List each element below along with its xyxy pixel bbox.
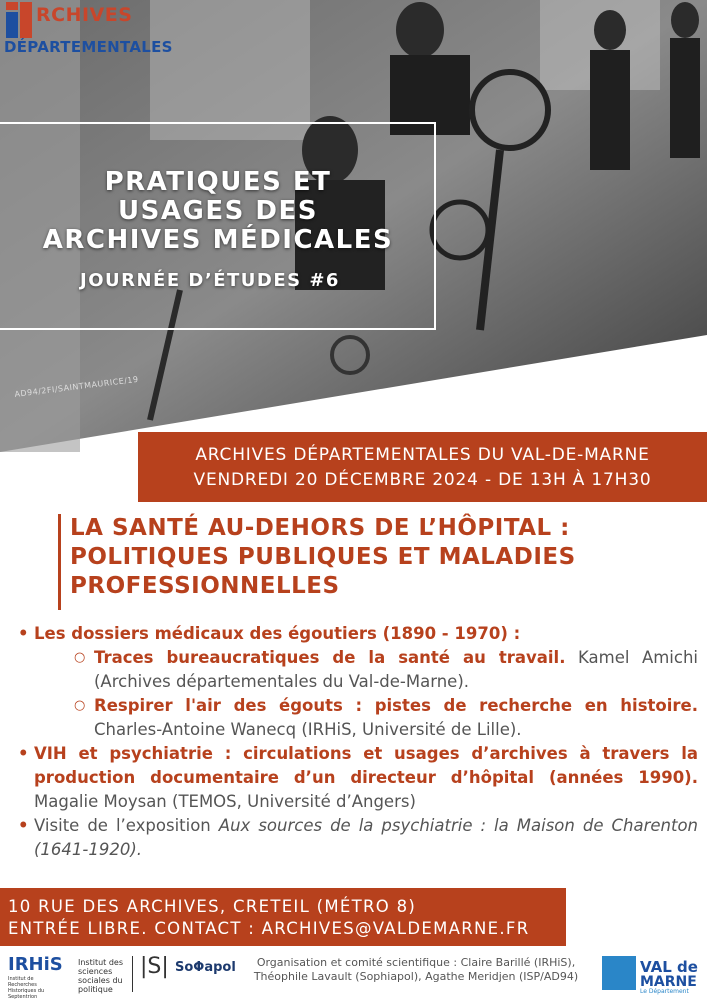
irhis-logo: IRHiS <box>8 954 63 975</box>
section-heading <box>58 514 698 610</box>
archives-logo <box>0 0 173 62</box>
item1a-title: Traces bureaucratiques de la santé au travail. <box>94 648 566 667</box>
irhis-subtitle: Institut de Recherches Historiques du Septentrion <box>8 976 45 1000</box>
contact-banner <box>0 888 566 946</box>
logo-line2: DÉPARTEMENTALES <box>4 38 173 56</box>
vdm-line1: VAL de <box>640 958 698 976</box>
item1-title: Les dossiers médicaux des égoutiers (1890 - 1970) : <box>34 624 521 643</box>
list-item <box>34 694 698 742</box>
logo-line1: RCHIVES <box>36 4 133 26</box>
item1b-title: Respirer l'air des égouts : pistes de recherche en histoire. <box>94 696 698 715</box>
sophiapol-logo: SoΦapol <box>175 960 236 975</box>
title-line2: USAGES DES <box>118 196 318 226</box>
organisation-credits: Organisation et comité scientifique : Claire Barillé (IRHiS), Théophile Lavault (Sophiapol), Agathe Meridjen (ISP/AD94) <box>253 956 579 983</box>
partner-logos <box>0 950 707 1000</box>
section-line1: LA SANTÉ AU-DEHORS DE L’HÔPITAL : <box>70 515 570 541</box>
vdm-line3: Le Département <box>640 988 689 995</box>
venue-banner <box>138 432 707 502</box>
list-item <box>18 622 698 742</box>
item3-prefix: Visite de l’exposition <box>34 816 219 835</box>
item3-title: Aux sources de la psychiatrie : la Maison de Charenton (1641-1920). <box>34 816 698 859</box>
footer-address: 10 RUE DES ARCHIVES, CRETEIL (MÉTRO 8) <box>8 897 417 916</box>
item1b-author: Charles-Antoine Wanecq (IRHiS, Université de Lille). <box>94 720 522 739</box>
divider <box>132 956 133 992</box>
footer-contact: ENTRÉE LIBRE. CONTACT : ARCHIVES@VALDEMARNE.FR <box>8 919 530 938</box>
section-line2: POLITIQUES PUBLIQUES ET MALADIES <box>70 544 576 570</box>
list-item <box>18 814 698 862</box>
photo-credit: AD94/2FI/SAINTMAURICE/19 <box>14 374 140 399</box>
event-title <box>0 168 436 255</box>
venue-line2: VENDREDI 20 DÉCEMBRE 2024 - DE 13H À 17H30 <box>193 470 652 490</box>
archives-logo-mark-icon <box>6 2 36 38</box>
vdm-line2: MARNE <box>640 974 697 990</box>
isp-logo: Institut des sciences sociales du politique <box>78 958 124 994</box>
venue-line1: ARCHIVES DÉPARTEMENTALES DU VAL-DE-MARNE <box>195 445 650 465</box>
event-subtitle: JOURNÉE D’ÉTUDES #6 <box>80 270 340 291</box>
list-item <box>18 742 698 814</box>
item2-title: VIH et psychiatrie : circulations et usages d’archives à travers la production documentaire d’un directeur d’hôpital (années 1990). <box>34 744 698 787</box>
valdemarne-icon <box>602 956 636 990</box>
title-line1: PRATIQUES ET <box>104 167 332 197</box>
valdemarne-logo <box>600 954 700 996</box>
program-list <box>18 622 698 862</box>
isp-mark: |S| <box>140 954 169 979</box>
section-line3: PROFESSIONNELLES <box>70 573 340 599</box>
list-item <box>34 646 698 694</box>
item2-author: Magalie Moysan (TEMOS, Université d’Angers) <box>34 792 416 811</box>
title-line3: ARCHIVES MÉDICALES <box>42 225 394 255</box>
item1a-author: Kamel Amichi (Archives départementales du Val-de-Marne). <box>94 648 698 691</box>
